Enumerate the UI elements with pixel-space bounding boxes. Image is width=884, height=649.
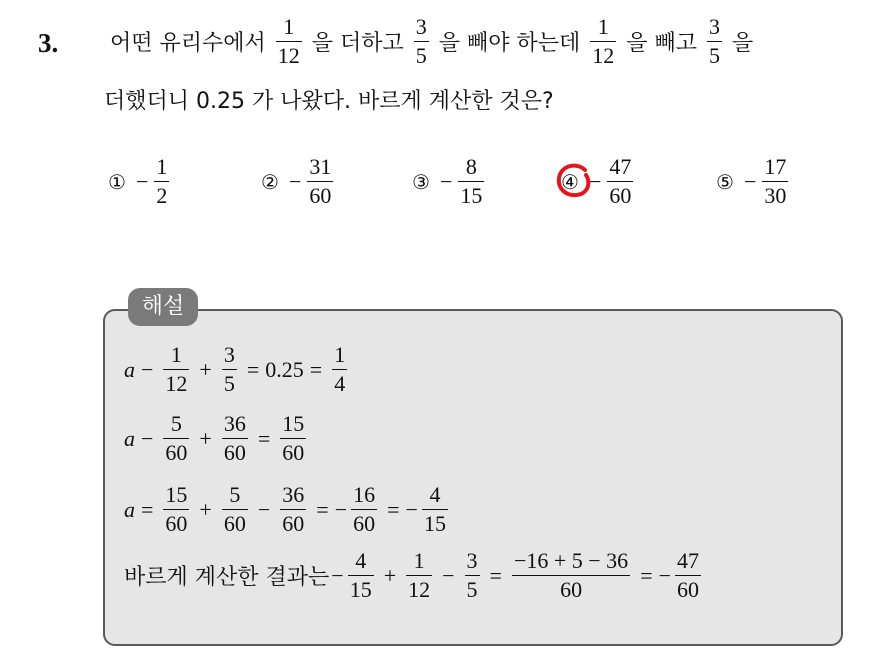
choice-sign: −: [288, 168, 302, 194]
selection-circle-mark: [555, 161, 593, 201]
solution-line-3: [124, 484, 452, 535]
fraction: [332, 344, 347, 395]
choice-5[interactable]: [716, 156, 792, 207]
operator: +: [199, 425, 212, 451]
operator: −: [141, 425, 154, 451]
fraction: [154, 156, 169, 207]
fraction: [465, 550, 480, 601]
fraction-denominator: 15: [460, 183, 483, 208]
choice-sign: −: [588, 168, 602, 194]
fraction-numerator: 5: [229, 482, 241, 507]
fraction-denominator: 60: [677, 577, 700, 602]
fraction-numerator: 36: [282, 482, 305, 507]
question-text: 을: [732, 31, 754, 56]
fraction-numerator: 17: [764, 154, 787, 179]
choice-sign: −: [439, 168, 453, 194]
fraction-numerator: 8: [465, 154, 477, 179]
fraction-denominator: 60: [609, 183, 632, 208]
fraction-denominator: 60: [165, 511, 188, 536]
fraction-denominator: 30: [764, 183, 787, 208]
choice-marker: ③: [412, 169, 430, 194]
variable-a: a: [124, 425, 135, 451]
fraction-denominator: 60: [223, 511, 246, 536]
fraction-denominator: 12: [408, 577, 431, 602]
fraction-numerator: 3: [223, 342, 235, 367]
number: −: [334, 496, 348, 522]
fraction-numerator: 1: [170, 342, 182, 367]
fraction: [348, 550, 374, 601]
operator: =: [141, 496, 154, 522]
choice-sign: −: [135, 168, 149, 194]
choice-4[interactable]: [561, 156, 637, 207]
fraction: [458, 156, 484, 207]
operator: =: [387, 496, 400, 522]
solution-text: 바르게 계산한 결과는: [124, 565, 330, 590]
fraction-numerator: 1: [597, 14, 609, 39]
fraction: [675, 550, 701, 601]
question-text: 어떤 유리수에서: [110, 31, 266, 56]
fraction-numerator: 5: [170, 411, 182, 436]
choice-marker: ⑤: [716, 169, 734, 194]
operator: =: [257, 425, 271, 451]
fraction-numerator: 47: [609, 154, 632, 179]
number: −: [405, 496, 418, 522]
fraction-numerator: 31: [309, 154, 332, 179]
fraction: [222, 413, 248, 464]
fraction-denominator: 12: [165, 371, 188, 396]
fraction-numerator: 36: [223, 411, 246, 436]
fraction-denominator: 15: [423, 511, 446, 536]
fraction: [280, 484, 306, 535]
variable-a: a: [124, 356, 135, 382]
fraction-numerator: 1: [283, 14, 295, 39]
fraction-denominator: 60: [282, 440, 305, 465]
fraction-numerator: 3: [415, 14, 427, 39]
choice-marker: ②: [261, 169, 279, 194]
question-line-2: 더했더니 0.25 가 나왔다. 바르게 계산한 것은?: [104, 89, 554, 114]
fraction-numerator: 4: [429, 482, 441, 507]
operator: −: [257, 496, 271, 522]
fraction: [707, 16, 722, 67]
fraction-numerator: 47: [677, 548, 700, 573]
fraction-denominator: 5: [415, 43, 427, 68]
fraction: [280, 413, 306, 464]
solution-line-4: [124, 550, 705, 601]
fraction-denominator: 60: [282, 511, 305, 536]
fraction-denominator: 60: [165, 440, 188, 465]
fraction-denominator: 60: [223, 440, 246, 465]
fraction-denominator: 60: [353, 511, 376, 536]
choice-marker: ④: [561, 170, 579, 194]
fraction: [307, 156, 333, 207]
fraction-denominator: 12: [592, 43, 615, 68]
fraction-numerator: 3: [709, 14, 721, 39]
fraction-numerator: −16 + 5 − 36: [513, 548, 629, 573]
fraction-denominator: 2: [156, 183, 168, 208]
fraction-numerator: 4: [355, 548, 367, 573]
fraction: [762, 156, 788, 207]
choice-3[interactable]: [412, 156, 488, 207]
fraction: [163, 344, 189, 395]
fraction-numerator: 16: [353, 482, 376, 507]
fraction-numerator: 15: [165, 482, 188, 507]
fraction: [512, 550, 630, 601]
fraction: [222, 344, 237, 395]
fraction: [422, 484, 448, 535]
operator: +: [383, 562, 397, 588]
fraction: [414, 16, 429, 67]
fraction: [222, 484, 248, 535]
operator: =: [489, 562, 502, 588]
solution-line-2: [124, 413, 310, 464]
question-text: 을 빼고: [626, 31, 698, 56]
fraction-denominator: 5: [466, 577, 478, 602]
choice-1[interactable]: [108, 156, 173, 207]
operator: =: [309, 356, 323, 382]
fraction: [351, 484, 377, 535]
fraction-numerator: 1: [334, 342, 346, 367]
question-text: 을 빼야 하는데: [438, 31, 581, 56]
operator: −: [141, 356, 154, 382]
fraction-denominator: 5: [709, 43, 721, 68]
operator: +: [199, 496, 212, 522]
fraction: [163, 484, 189, 535]
number: 0.25: [265, 356, 304, 382]
choice-2[interactable]: [261, 156, 337, 207]
number: −: [658, 562, 672, 588]
fraction-denominator: 12: [277, 43, 300, 68]
fraction-denominator: 4: [334, 371, 346, 396]
fraction-numerator: 1: [413, 548, 425, 573]
solution-line-1: [124, 344, 351, 395]
variable-a: a: [124, 496, 135, 522]
operator: =: [640, 562, 653, 588]
question-text: 을 더하고: [311, 31, 404, 56]
operator: =: [246, 356, 260, 382]
fraction-denominator: 60: [560, 577, 583, 602]
fraction-numerator: 3: [466, 548, 478, 573]
fraction-numerator: 15: [282, 411, 305, 436]
fraction: [406, 550, 432, 601]
fraction: [163, 413, 189, 464]
solution-label: 해설: [128, 288, 198, 326]
number: −: [331, 562, 344, 588]
fraction-denominator: 15: [349, 577, 372, 602]
fraction: [276, 16, 302, 67]
choice-sign: −: [743, 168, 757, 194]
fraction-numerator: 1: [156, 154, 168, 179]
operator: +: [199, 356, 212, 382]
fraction-denominator: 60: [309, 183, 332, 208]
fraction-denominator: 5: [223, 371, 235, 396]
fraction: [607, 156, 633, 207]
operator: −: [442, 562, 455, 588]
question-line-1: [104, 16, 759, 67]
choice-marker: ①: [108, 169, 126, 194]
fraction: [590, 16, 616, 67]
operator: =: [316, 496, 329, 522]
question-number: 3.: [38, 28, 59, 58]
